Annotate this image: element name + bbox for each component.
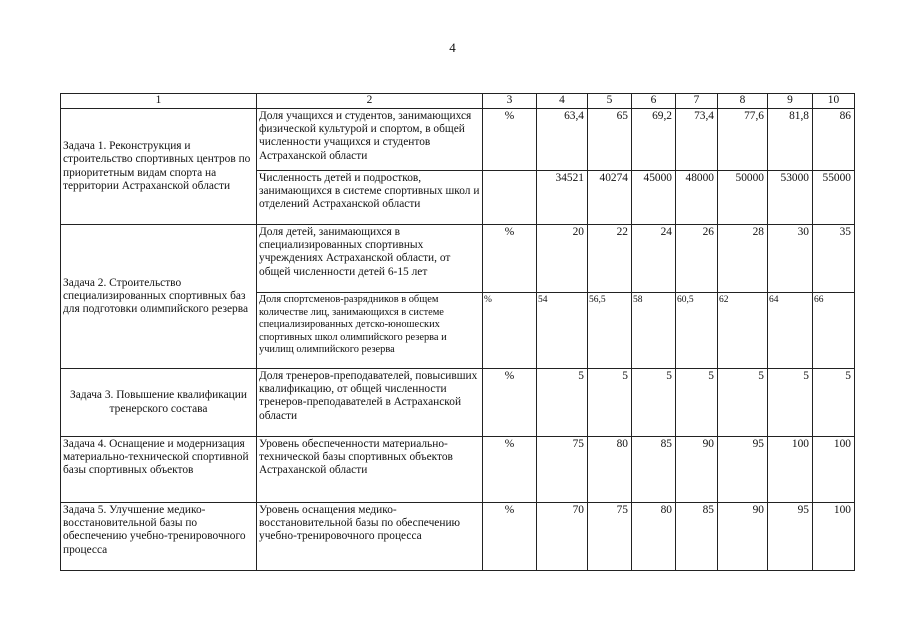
indicator-unit: % bbox=[483, 109, 537, 171]
value-cell: 62 bbox=[718, 293, 768, 369]
header-cell: 5 bbox=[588, 94, 632, 109]
value-cell: 30 bbox=[768, 225, 813, 293]
indicator-unit: % bbox=[483, 225, 537, 293]
header-row bbox=[61, 94, 855, 109]
value-cell: 56,5 bbox=[588, 293, 632, 369]
indicator-unit: % bbox=[483, 369, 537, 437]
table-row bbox=[61, 369, 855, 437]
task-title: Задача 3. Повышение квалификации тренерского состава bbox=[61, 369, 257, 437]
value-cell: 95 bbox=[718, 437, 768, 503]
indicator-unit bbox=[483, 171, 537, 225]
value-cell: 54 bbox=[537, 293, 588, 369]
header-cell: 10 bbox=[813, 94, 855, 109]
value-cell: 80 bbox=[588, 437, 632, 503]
value-cell: 77,6 bbox=[718, 109, 768, 171]
value-cell: 85 bbox=[632, 437, 676, 503]
value-cell: 63,4 bbox=[537, 109, 588, 171]
value-cell: 53000 bbox=[768, 171, 813, 225]
value-cell: 100 bbox=[768, 437, 813, 503]
value-cell: 95 bbox=[768, 503, 813, 571]
value-cell: 5 bbox=[676, 369, 718, 437]
value-cell: 20 bbox=[537, 225, 588, 293]
value-cell: 66 bbox=[813, 293, 855, 369]
header-cell: 6 bbox=[632, 94, 676, 109]
value-cell: 5 bbox=[813, 369, 855, 437]
value-cell: 69,2 bbox=[632, 109, 676, 171]
value-cell: 58 bbox=[632, 293, 676, 369]
value-cell: 26 bbox=[676, 225, 718, 293]
indicator-description: Доля спортсменов-разрядников в общем количестве лиц, занимающихся в системе специализированных детско-юношеских спортивных школ олимпийского резерва и училищ олимпийского резерва bbox=[257, 293, 483, 369]
value-cell: 5 bbox=[718, 369, 768, 437]
indicator-unit: % bbox=[483, 293, 537, 369]
indicator-description: Уровень обеспеченности материально-технической базы спортивных объектов Астраханской области bbox=[257, 437, 483, 503]
value-cell: 75 bbox=[537, 437, 588, 503]
value-cell: 50000 bbox=[718, 171, 768, 225]
task-title: Задача 5. Улучшение медико-восстановительной базы по обеспечению учебно-тренировочного процесса bbox=[61, 503, 257, 571]
value-cell: 22 bbox=[588, 225, 632, 293]
value-cell: 5 bbox=[588, 369, 632, 437]
value-cell: 28 bbox=[718, 225, 768, 293]
indicator-description: Доля детей, занимающихся в специализированных спортивных учреждениях Астраханской области, от общей численности детей 6-15 лет bbox=[257, 225, 483, 293]
indicator-unit: % bbox=[483, 503, 537, 571]
value-cell: 24 bbox=[632, 225, 676, 293]
value-cell: 70 bbox=[537, 503, 588, 571]
page-number: 4 bbox=[449, 40, 456, 55]
value-cell: 80 bbox=[632, 503, 676, 571]
value-cell: 81,8 bbox=[768, 109, 813, 171]
table-row bbox=[61, 503, 855, 571]
value-cell: 86 bbox=[813, 109, 855, 171]
indicator-description: Доля тренеров-преподавателей, повысивших квалификацию, от общей численности тренеров-преподавателей в Астраханской области bbox=[257, 369, 483, 437]
indicator-description: Уровень оснащения медико-восстановительной базы по обеспечению учебно-тренировочного процесса bbox=[257, 503, 483, 571]
table-row bbox=[61, 437, 855, 503]
header-cell: 8 bbox=[718, 94, 768, 109]
value-cell: 60,5 bbox=[676, 293, 718, 369]
value-cell: 64 bbox=[768, 293, 813, 369]
header-cell: 4 bbox=[537, 94, 588, 109]
value-cell: 55000 bbox=[813, 171, 855, 225]
header-cell: 2 bbox=[257, 94, 483, 109]
value-cell: 40274 bbox=[588, 171, 632, 225]
indicator-description: Доля учащихся и студентов, занимающихся физической культурой и спортом, в общей численности учащихся и студентов Астраханской области bbox=[257, 109, 483, 171]
value-cell: 65 bbox=[588, 109, 632, 171]
value-cell: 34521 bbox=[537, 171, 588, 225]
table-row bbox=[61, 225, 855, 293]
table-row bbox=[61, 109, 855, 171]
value-cell: 48000 bbox=[676, 171, 718, 225]
header-cell: 1 bbox=[61, 94, 257, 109]
value-cell: 45000 bbox=[632, 171, 676, 225]
value-cell: 35 bbox=[813, 225, 855, 293]
value-cell: 5 bbox=[632, 369, 676, 437]
value-cell: 73,4 bbox=[676, 109, 718, 171]
value-cell: 100 bbox=[813, 437, 855, 503]
header-cell: 9 bbox=[768, 94, 813, 109]
value-cell: 5 bbox=[768, 369, 813, 437]
indicator-unit: % bbox=[483, 437, 537, 503]
value-cell: 100 bbox=[813, 503, 855, 571]
value-cell: 5 bbox=[537, 369, 588, 437]
value-cell: 85 bbox=[676, 503, 718, 571]
value-cell: 75 bbox=[588, 503, 632, 571]
task-title: Задача 4. Оснащение и модернизация материально-технической спортивной базы спортивных объектов bbox=[61, 437, 257, 503]
task-title: Задача 1. Реконструкция и строительство спортивных центров по приоритетным видам спорта на территории Астраханской области bbox=[61, 109, 257, 225]
indicator-description: Численность детей и подростков, занимающихся в системе спортивных школ и отделений Астраханской области bbox=[257, 171, 483, 225]
task-title: Задача 2. Строительство специализированных спортивных баз для подготовки олимпийского резерва bbox=[61, 225, 257, 369]
header-cell: 3 bbox=[483, 94, 537, 109]
value-cell: 90 bbox=[676, 437, 718, 503]
indicators-table bbox=[60, 93, 855, 571]
header-cell: 7 bbox=[676, 94, 718, 109]
value-cell: 90 bbox=[718, 503, 768, 571]
